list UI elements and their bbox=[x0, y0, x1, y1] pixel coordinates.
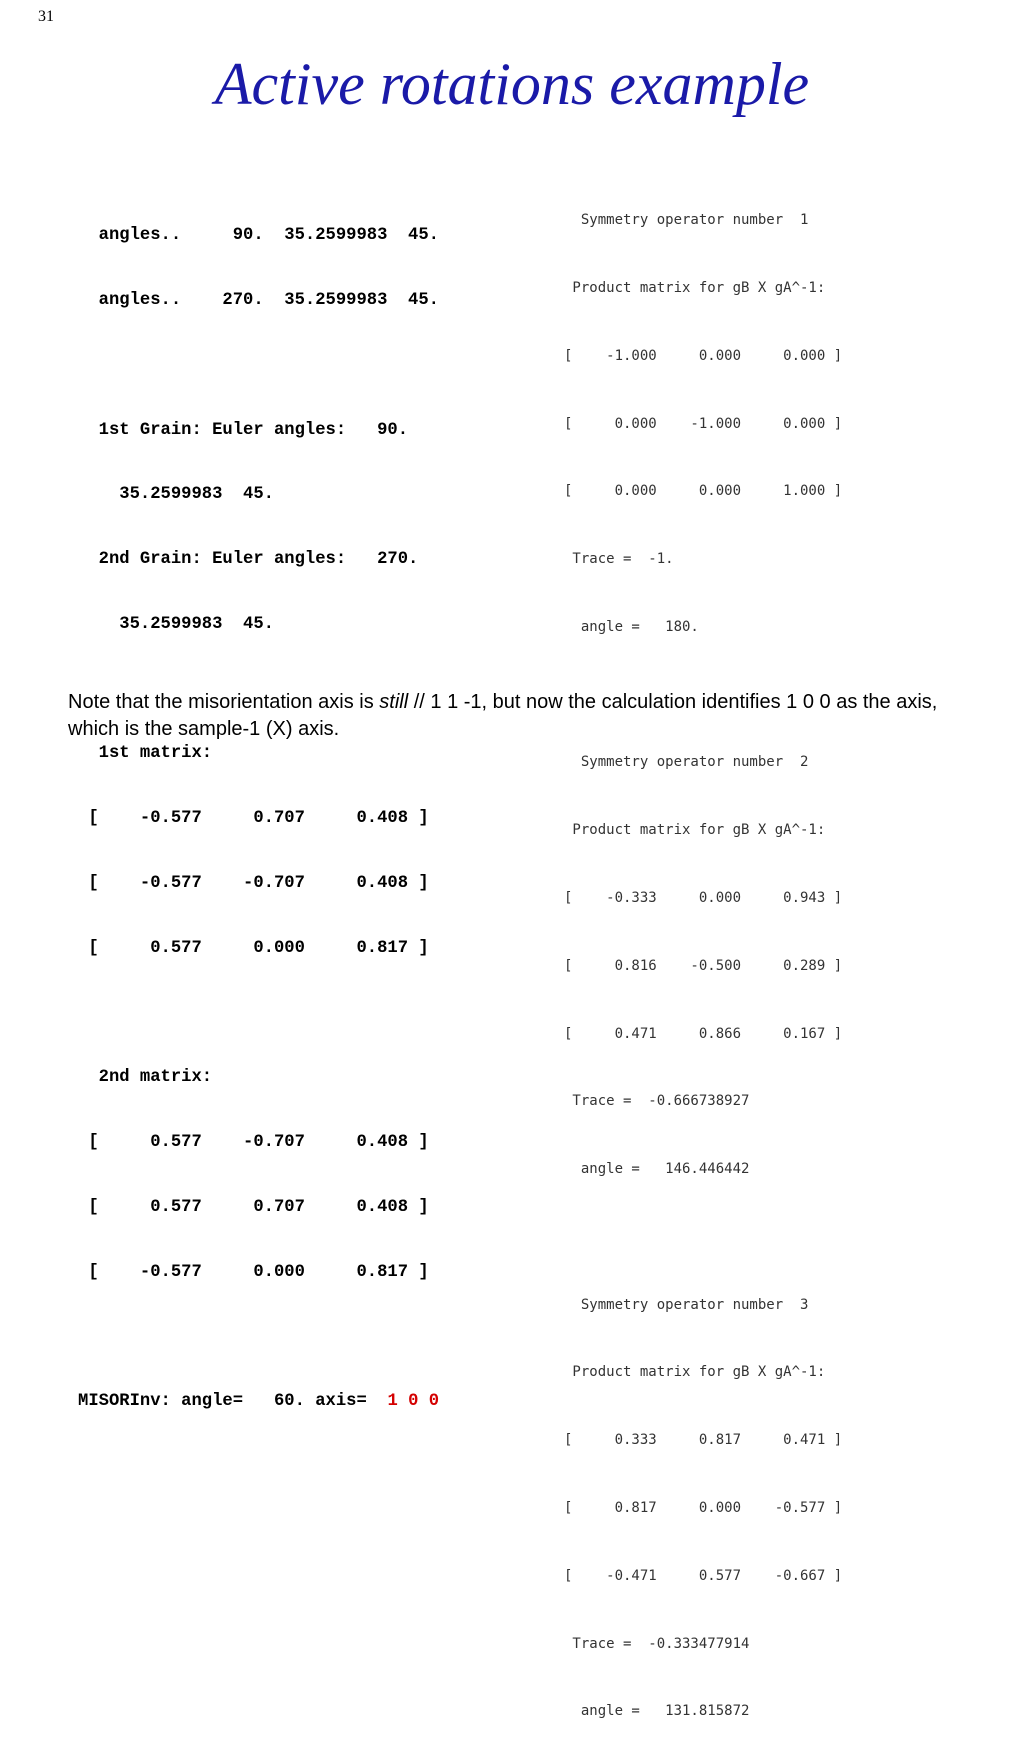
misorientation-line bbox=[78, 1391, 548, 1413]
matrix-row: [ 0.000 -1.000 0.000 ] bbox=[564, 415, 843, 432]
output-line: angle = 146.446442 bbox=[564, 1161, 750, 1178]
output-line bbox=[78, 1326, 548, 1348]
output-line: angle = 131.815872 bbox=[564, 1703, 750, 1720]
matrix-row: [ 0.816 -0.500 0.289 ] bbox=[564, 957, 843, 974]
matrix-row: [ -1.000 0.000 0.000 ] bbox=[564, 347, 843, 364]
matrix-row: [ 0.817 0.000 -0.577 ] bbox=[564, 1500, 843, 1517]
output-line: Product matrix for gB X gA^-1: bbox=[564, 279, 826, 296]
misorientation-axis-value: 1 0 0 bbox=[387, 1392, 440, 1412]
symmetry-operators-block bbox=[564, 164, 984, 1746]
note-text-after: // 1 1 -1, but now the calculation identifies 1 0 0 as the axis, which is the sample-1 (X) axis. bbox=[68, 691, 938, 740]
matrix-row: [ -0.577 -0.707 0.408 ] bbox=[78, 874, 429, 893]
euler-output-block bbox=[78, 182, 548, 1434]
output-line: Trace = -1. bbox=[564, 551, 674, 568]
output-line bbox=[78, 1003, 548, 1025]
output-line: Symmetry operator number 3 bbox=[564, 1296, 809, 1313]
explanation-note bbox=[68, 689, 988, 743]
output-line: 35.2599983 45. bbox=[78, 614, 274, 634]
output-line: angle = 180. bbox=[564, 618, 699, 635]
output-line: 2nd matrix: bbox=[78, 1068, 213, 1088]
matrix-row: [ 0.577 -0.707 0.408 ] bbox=[78, 1133, 429, 1153]
matrix-row: [ 0.577 0.000 0.817 ] bbox=[78, 938, 429, 958]
output-line bbox=[78, 355, 548, 377]
output-line: Product matrix for gB X gA^-1: bbox=[564, 1364, 826, 1381]
note-text-before: Note that the misorientation axis is bbox=[68, 691, 380, 713]
matrix-row: [ 0.577 0.707 0.408 ] bbox=[78, 1197, 429, 1217]
output-line: Trace = -0.666738927 bbox=[564, 1093, 750, 1110]
slide-title: Active rotations example bbox=[214, 51, 810, 117]
output-line: angles.. 270. 35.2599983 45. bbox=[78, 290, 439, 310]
output-line: 1st Grain: Euler angles: 90. bbox=[78, 420, 409, 440]
note-emphasis: still bbox=[379, 691, 409, 713]
matrix-row: [ -0.333 0.000 0.943 ] bbox=[564, 890, 843, 906]
output-line: Symmetry operator number 2 bbox=[564, 754, 809, 771]
matrix-row: [ 0.471 0.866 0.167 ] bbox=[564, 1025, 843, 1042]
matrix-row: [ -0.577 0.707 0.408 ] bbox=[78, 809, 429, 829]
output-line: 1st matrix: bbox=[78, 744, 213, 764]
misorientation-label: MISORInv: angle= 60. axis= bbox=[78, 1392, 388, 1412]
output-line: angles.. 90. 35.2599983 45. bbox=[78, 226, 439, 246]
page-number: 31 bbox=[38, 8, 54, 25]
matrix-row: [ -0.577 0.000 0.817 ] bbox=[78, 1262, 429, 1282]
output-line: Product matrix for gB X gA^-1: bbox=[564, 822, 826, 839]
matrix-row: [ -0.471 0.577 -0.667 ] bbox=[564, 1567, 843, 1584]
output-line: Symmetry operator number 1 bbox=[564, 212, 809, 229]
output-line: 2nd Grain: Euler angles: 270. bbox=[78, 550, 419, 570]
matrix-row: [ 0.333 0.817 0.471 ] bbox=[564, 1432, 843, 1449]
matrix-row: [ 0.000 0.000 1.000 ] bbox=[564, 483, 843, 500]
output-line bbox=[564, 1226, 984, 1249]
output-line: Trace = -0.333477914 bbox=[564, 1635, 750, 1652]
output-line: 35.2599983 45. bbox=[78, 485, 274, 505]
